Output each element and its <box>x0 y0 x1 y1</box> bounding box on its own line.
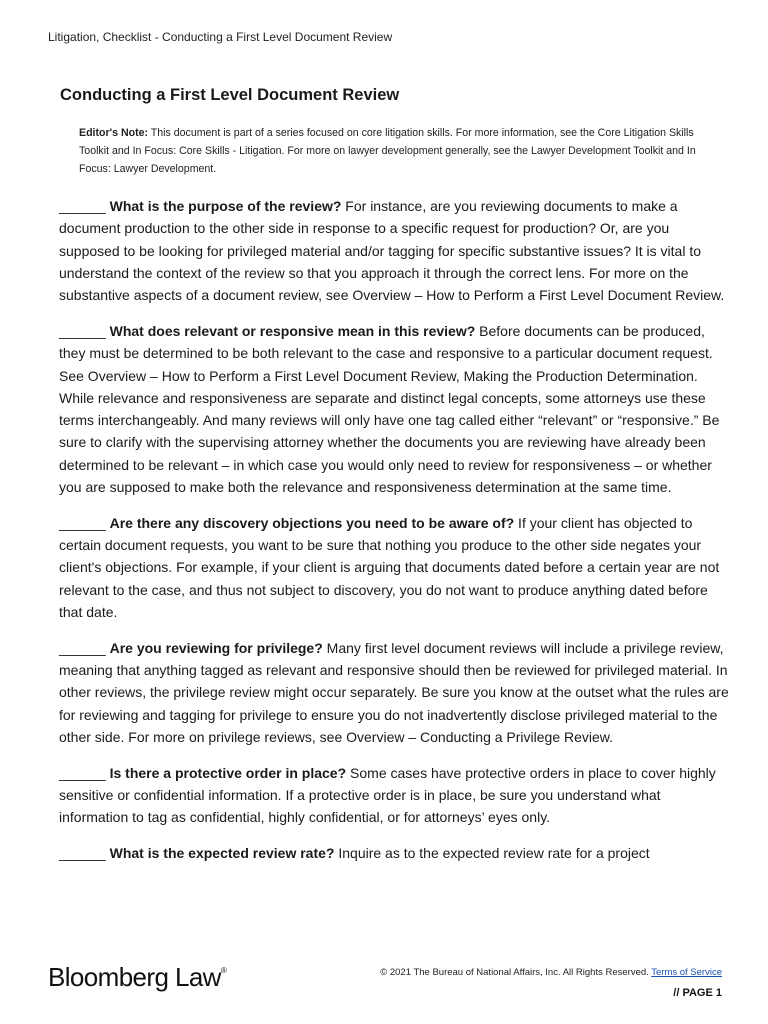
checklist-item <box>59 320 729 498</box>
checklist-item <box>59 512 729 623</box>
registered-mark: ® <box>220 966 227 975</box>
checklist-text: Inquire as to the expected review rate for a project <box>334 845 650 862</box>
checklist-text: For instance, are you reviewing documents to make a document production to the other side in response to a specific request for production? Or, are you supposed to be looking for privileged material and/or tagging for specific substantive issues? It is vital to understand the context of the review so that you approach it through the correct lens. For more on the substantive aspects of a document review, see Overview – How to Perform a First Level Document Review. <box>59 198 725 304</box>
editor-note-label: Editor's Note: <box>79 127 149 139</box>
checklist-question: Are you reviewing for privilege? <box>109 639 323 656</box>
editor-note <box>79 124 719 178</box>
checklist-text: Before documents can be produced, they must be determined to be both relevant to the case and responsive to a particular document request. See Overview – How to Perform a First Level Document Review, Making the Production Determination. While relevance and responsiveness are separate and distinct legal concepts, some attorneys use these terms interchangeably. And many reviews will only have one tag called either “relevant” or “responsive.” Be sure to clarify with the supervising attorney whether the documents you are reviewing have already been determined to be relevant – in which case you would only need to review for responsiveness – or whether you are supposed to make both the relevance and responsiveness determination at the same time. <box>59 322 720 496</box>
checklist-item <box>59 842 729 864</box>
checklist-blank: ______ <box>59 764 106 781</box>
brand-name: Bloomberg Law <box>48 962 221 992</box>
terms-of-service-link[interactable]: Terms of Service <box>651 967 722 978</box>
checklist-blank: ______ <box>59 845 106 862</box>
checklist-item <box>59 762 729 829</box>
checklist <box>59 195 729 878</box>
page-number: // PAGE 1 <box>673 987 722 999</box>
checklist-blank: ______ <box>59 639 106 656</box>
checklist-question: What is the expected review rate? <box>109 845 335 862</box>
page-title: Conducting a First Level Document Review <box>60 86 400 104</box>
checklist-text: If your client has objected to certain document requests, you want to be sure that nothing you produce to the other side negates your client's objections. For example, if your client is arguing that documents dated before a certain year are not relevant to the case, and thus not subject to discovery, you do not want to produce anything dated before that date. <box>59 514 720 621</box>
editor-note-text: This document is part of a series focused on core litigation skills. For more information, see the Core Litigation Skills Toolkit and In Focus: Core Skills - Litigation. For more on lawyer development generally, see the Lawyer Development Toolkit and In Focus: Lawyer Development. <box>79 127 696 175</box>
checklist-item <box>59 637 729 748</box>
checklist-question: What is the purpose of the review? <box>109 198 342 214</box>
checklist-item <box>59 195 729 306</box>
running-header: Litigation, Checklist - Conducting a First Level Document Review <box>48 30 393 44</box>
checklist-text: Some cases have protective orders in place to cover highly sensitive or confidential information. If a protective order is in place, be sure you understand what information to tag as confidential, highly confidential, or for attorneys’ eyes only. <box>59 764 716 826</box>
checklist-blank: ______ <box>59 322 106 339</box>
checklist-blank: ______ <box>59 198 106 214</box>
checklist-question: What does relevant or responsive mean in this review? <box>109 322 476 339</box>
copyright-notice <box>380 967 722 978</box>
checklist-question: Are there any discovery objections you need to be aware of? <box>109 514 515 531</box>
checklist-text: Many first level document reviews will include a privilege review, meaning that anything tagged as relevant and responsive should then be reviewed for privileged material. In other reviews, the privilege review might occur separately. Be sure you know at the outset what the rules are for reviewing and tagging for privilege to ensure you do not inadvertently disclose privileged material to the other side. For more on privilege reviews, see Overview – Conducting a Privilege Review. <box>59 639 729 746</box>
bloomberg-law-logo <box>48 962 227 993</box>
checklist-blank: ______ <box>59 514 106 531</box>
checklist-question: Is there a protective order in place? <box>109 764 347 781</box>
copyright-text: © 2021 The Bureau of National Affairs, Inc. All Rights Reserved. <box>380 967 649 978</box>
